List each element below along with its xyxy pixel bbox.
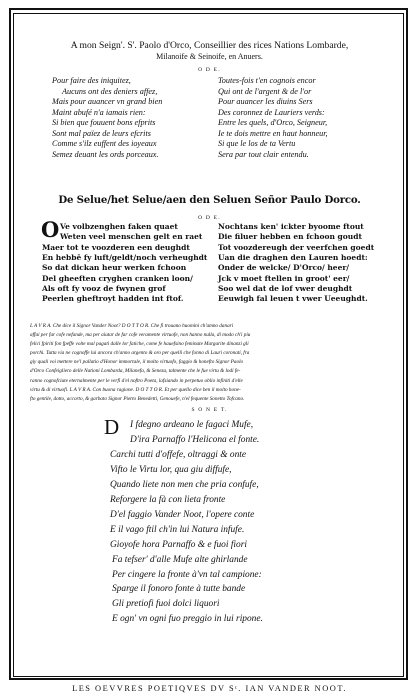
dutch-ode-title: De Selue/het Selue/aen den Seluen Señor Paulo Dorco.	[58, 194, 361, 206]
dedication-line-1: A mon Seign'. S'. Paolo d'Orco, Conseillier des rices Nations Lombarde,	[70, 40, 349, 51]
sonnet-line: Gioyofe hora Parnaffo & e fuoi fiori	[110, 539, 247, 550]
sonnet-line: Reforgere la fà con lieta fronte	[110, 494, 226, 505]
sonnet-drop-cap: D	[104, 415, 120, 439]
verse-line: Pour faire des iniquitez,	[52, 76, 131, 85]
verse-line: Aucuns ont des deniers affez,	[62, 86, 158, 96]
sonnet-line: Gli pretiofi fuoi dolci liquori	[112, 599, 220, 610]
sonnet-line: D'el faggio Vander Noot, l'opere conte	[110, 509, 255, 520]
verse-line: Ie te dois mettre en haut honneur,	[218, 128, 328, 138]
ode-label-french: O D E.	[198, 67, 221, 73]
prose-line: L A V R A. Che dice il Signor Vander Noot? D O T T O R. Che fi trouano huomini ch'amno danari	[30, 323, 234, 329]
prose-line: fto gentile, dotto, accorto, & garbato Signor Pietro Benedetti, Genouefe, n'el fequente Sonetto Tofcano.	[30, 395, 245, 402]
sonnet-line: E il vago ftil ch'in lui Natura infufe.	[110, 524, 245, 535]
verse-line: Maint abufé n'a iamais rien:	[52, 107, 146, 117]
verse-line: Soo wel dat de lof vwer deughdt	[218, 284, 353, 294]
sonnet-line: Carchi tutti d'offefe, oltraggi & onte	[110, 449, 247, 460]
verse-line: Peerlen gheftroyt hadden int ftof.	[42, 294, 184, 304]
dialogue-prose	[30, 322, 390, 404]
verse-line: Si que le los de ta Vertu	[218, 139, 296, 149]
verse-line: So dat dickan heur werken fchoon	[42, 263, 187, 273]
prose-line: affai per far cofe nefande, ma per aiutar de far cofe veramente virtuofe, non hanno nulla, di modo ch'i piu	[30, 332, 251, 339]
sonnet-line: E ogn' vn ogni fuo preggio in lui ripone.	[112, 614, 263, 625]
sonnet-line: Sparge il fonoro fonte à tutte bande	[112, 584, 246, 595]
sonnet-body	[110, 418, 263, 627]
verse-line: Tot voozdereugh der veerfchen goedt	[218, 242, 375, 252]
verse-line: Des coronnez de Lauriers verds:	[218, 107, 325, 117]
ode-label-dutch: O D E.	[198, 215, 221, 221]
verse-line: Die filuer hebben en fchoon goudt	[218, 232, 362, 242]
verse-line: Uan die draghen den Lauren hoedt:	[218, 253, 368, 263]
prose-line: felici fpiriti fon fpeffe volte mal pagati dalle lor fatiche, come fe hauefsino feminate Margarite dinanzi gli	[30, 341, 249, 348]
verse-line: Comme s'ilz euffent des ioyeaux	[52, 139, 157, 149]
verse-line: Eeuwigh fal leuen t vwer Ueeughdt.	[218, 294, 368, 304]
verse-line: Entre les quels, d'Orco, Seigneur,	[218, 118, 328, 128]
prose-line: porchi. Tutta via ne cognoffe lui ancora ch'anno argento & oro per quelli che fonno di Lauri coronati, fra	[30, 350, 250, 357]
french-ode-right-column	[218, 76, 328, 160]
verse-line: Sera par tout clair entendu.	[218, 149, 309, 159]
prose-line: giy quali voi mettere ne'l pallatio d'Honor immortale, il molto virtuofo, faggio & honefto Signor Paolo	[30, 359, 244, 366]
verse-line: Als oft fy vooz de fwynen grof	[42, 284, 166, 294]
sonnet-line: Per cingere la fronte à'vn tal campione:	[112, 569, 262, 580]
verse-line: Jck v moet ftellen in groot' eer/	[218, 273, 350, 283]
verse-line: Toutes-fois t'en cognois encor	[218, 76, 316, 85]
dutch-ode-left-column	[42, 222, 208, 305]
verse-line: Pour auancer les diuins Sers	[218, 97, 313, 107]
prose-line: d'Orco Confeigliero delle Nationi Lombarda, Milanefa, & Seneza, talmente che le fue virtu & lodi fe-	[30, 368, 241, 375]
sonnet-line: Quando liete non men che pria confufe,	[110, 479, 259, 490]
verse-line: Semez deuant les ords porceaux.	[52, 149, 159, 159]
verse-line: Mais pour auancer vn grand bien	[52, 97, 163, 107]
prose-line: virtu & di virtuofi. L A V R A. Con buona ragione. D O T T O R. Et per quello dice ben il molto hone-	[30, 386, 241, 393]
sonnet-line: D'ira Parnaffo l'Helicona el fonte.	[130, 434, 260, 445]
running-footer: LES OEVVRES POETIQVES DV Sᵗ. IAN VANDER NOOT.	[72, 684, 347, 693]
verse-line: Nochtans ken' ickter byoome ftout	[218, 222, 364, 231]
verse-line: Weten veel menschen gelt en raet	[60, 232, 203, 242]
verse-line: Ve volbzenghen faken quaet	[60, 222, 178, 231]
verse-line: Si bien que fouuent bons efprits	[52, 118, 156, 128]
sonnet-line: I fdegno ardeano le fagaci Mufe,	[130, 420, 254, 430]
prose-line: ranno cognofciute eternalmente per le verfi d'el noftro Poeta, lafsiando in perpetuo oblio infiniti d'elle	[30, 377, 243, 384]
dedication-heading	[22, 40, 397, 62]
sonnet-label: S O N E T.	[191, 407, 228, 413]
verse-line: Sont mal païez de leurs efcrits	[52, 128, 151, 138]
verse-line: Del gheeften cryghen cranken loon/	[42, 273, 193, 283]
verse-line: En hebbē fy luft/geldt/noch verheughdt	[42, 253, 208, 263]
dutch-ode-right-column	[218, 222, 374, 305]
french-ode-left-column	[52, 76, 162, 160]
sonnet-line: Vifto le Virtu lor, qua giu diffufe,	[110, 464, 232, 475]
verse-line: Maer tot te voozderen een deughdt	[42, 242, 190, 252]
dutch-ode-drop-cap: O	[41, 217, 60, 242]
sonnet-line: Fa tefser' d'alle Mufe alte ghirlande	[112, 554, 248, 565]
dedication-line-2: Milanoife & Seinoife, en Anuers.	[156, 52, 263, 61]
verse-line: Onder de welcke/ D'Orco/ heer/	[218, 263, 350, 273]
verse-line: Qui ont de l'argent & de l'or	[218, 86, 312, 96]
